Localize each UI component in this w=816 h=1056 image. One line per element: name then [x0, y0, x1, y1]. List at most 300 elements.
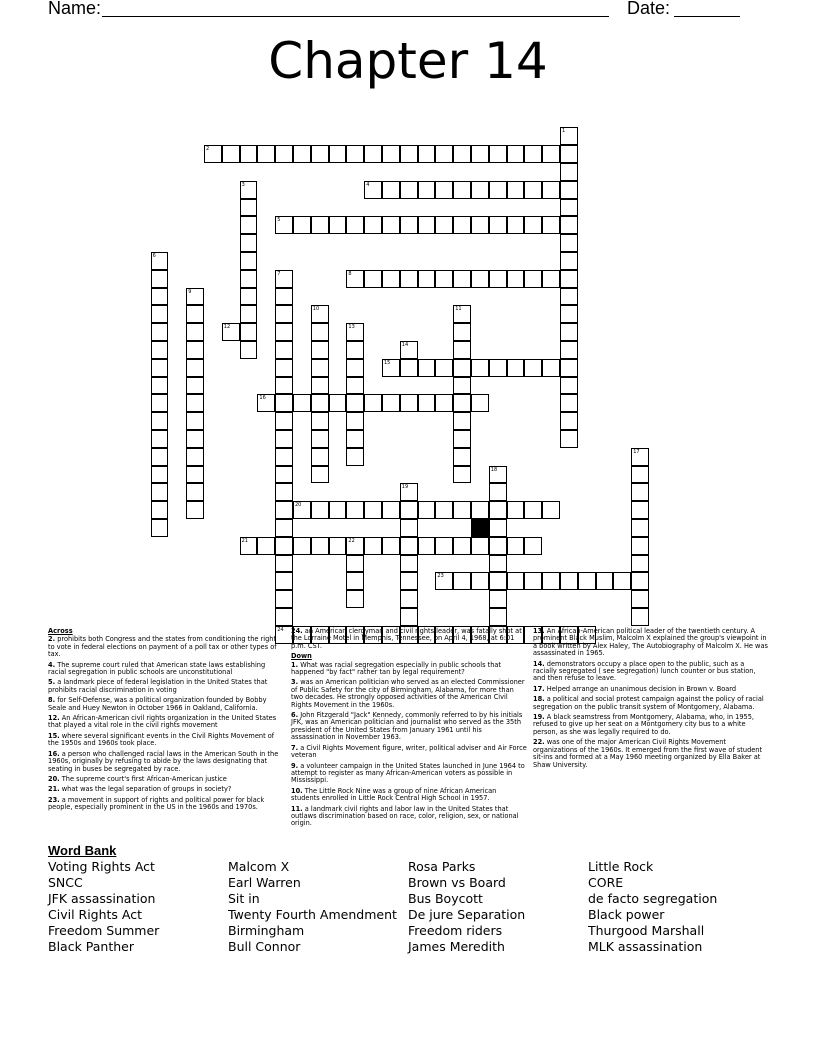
grid-cell[interactable]	[400, 590, 418, 608]
grid-cell[interactable]	[471, 572, 489, 590]
grid-cell[interactable]	[186, 305, 204, 323]
across-heading: Across	[48, 627, 73, 635]
grid-cell[interactable]	[240, 145, 258, 163]
word-bank-item: CORE	[588, 875, 624, 890]
word-bank-item: Bus Boycott	[408, 891, 483, 906]
grid-cell[interactable]	[151, 341, 169, 359]
grid-cell[interactable]	[346, 359, 364, 377]
grid-cell[interactable]	[489, 181, 507, 199]
grid-cell[interactable]	[151, 377, 169, 395]
grid-cell[interactable]	[560, 430, 578, 448]
grid-cell[interactable]	[293, 501, 311, 519]
clue-number: 18.	[533, 695, 545, 704]
grid-cell[interactable]	[453, 145, 471, 163]
grid-cell[interactable]	[275, 519, 293, 537]
grid-cell[interactable]	[435, 572, 453, 590]
cell-number: 12	[223, 324, 231, 331]
grid-cell[interactable]	[275, 466, 293, 484]
grid-cell[interactable]	[151, 430, 169, 448]
grid-cell[interactable]	[435, 181, 453, 199]
grid-cell[interactable]	[222, 145, 240, 163]
grid-cell[interactable]	[524, 501, 542, 519]
grid-cell[interactable]	[453, 270, 471, 288]
grid-cell[interactable]	[507, 501, 525, 519]
clue-text: An African-American political leader of the twentieth century. A prominent Black Muslim, Malcolm X explained the group's viewpoint in a book written by Alex Haley, The Autobiography of Malcolm X. He was assassinated in 1965.	[533, 627, 768, 658]
grid-cell[interactable]	[275, 555, 293, 573]
grid-cell[interactable]	[453, 412, 471, 430]
clue-text: An African-American civil rights organization in the United States that played a vital role in the civil rights movement	[48, 714, 277, 730]
grid-cell[interactable]	[346, 323, 364, 341]
grid-cell[interactable]	[507, 572, 525, 590]
grid-cell[interactable]	[542, 572, 560, 590]
grid-cell[interactable]	[311, 323, 329, 341]
grid-cell[interactable]	[275, 394, 293, 412]
word-bank-item: Freedom Summer	[48, 923, 160, 938]
grid-cell[interactable]	[275, 448, 293, 466]
clue-text: a political and social protest campaign against the policy of racial segregation on the public transit system of Montgomery, Alabama.	[533, 695, 764, 711]
grid-cell[interactable]	[151, 519, 169, 537]
grid-cell[interactable]	[275, 430, 293, 448]
grid-cell[interactable]	[418, 501, 436, 519]
grid-cell[interactable]	[453, 572, 471, 590]
grid-cell[interactable]	[400, 341, 418, 359]
grid-cell[interactable]	[542, 501, 560, 519]
grid-cell[interactable]	[418, 145, 436, 163]
grid-cell[interactable]	[346, 501, 364, 519]
clue-text: A black seamstress from Montgomery, Alabama, who, in 1955, refused to give up her seat on a Montgomery city bus to a white person, as she was legally required to do.	[533, 713, 755, 736]
grid-cell[interactable]	[507, 216, 525, 234]
grid-cell[interactable]	[489, 590, 507, 608]
grid-cell[interactable]	[560, 199, 578, 217]
cell-number: 20	[295, 502, 302, 509]
grid-cell[interactable]	[240, 537, 258, 555]
grid-cell[interactable]	[151, 323, 169, 341]
grid-cell[interactable]	[346, 216, 364, 234]
grid-cell[interactable]	[400, 216, 418, 234]
grid-cell[interactable]	[418, 537, 436, 555]
grid-cell[interactable]	[400, 359, 418, 377]
grid-cell[interactable]	[346, 270, 364, 288]
grid-cell[interactable]	[186, 430, 204, 448]
grid-cell[interactable]	[560, 270, 578, 288]
clue-number: 15.	[48, 731, 60, 740]
grid-cell[interactable]	[151, 305, 169, 323]
grid-cell[interactable]	[329, 145, 347, 163]
grid-cell[interactable]	[400, 145, 418, 163]
grid-cell[interactable]	[293, 394, 311, 412]
grid-cell[interactable]	[400, 537, 418, 555]
grid-cell[interactable]	[275, 216, 293, 234]
cell-number: 13	[348, 324, 355, 331]
clue-item	[48, 797, 284, 812]
grid-cell[interactable]	[560, 341, 578, 359]
grid-cell[interactable]	[240, 181, 258, 199]
grid-cell[interactable]	[382, 181, 400, 199]
grid-cell[interactable]	[275, 608, 293, 626]
grid-cell[interactable]	[631, 608, 649, 626]
grid-cell[interactable]	[151, 270, 169, 288]
grid-cell[interactable]	[400, 483, 418, 501]
grid-cell[interactable]	[435, 270, 453, 288]
grid-cell[interactable]	[471, 270, 489, 288]
grid-cell[interactable]	[275, 359, 293, 377]
grid-cell[interactable]	[311, 448, 329, 466]
grid-cell[interactable]	[418, 216, 436, 234]
grid-cell[interactable]	[382, 394, 400, 412]
grid-cell[interactable]	[364, 216, 382, 234]
grid-cell[interactable]	[400, 181, 418, 199]
word-bank-item: Malcom X	[228, 859, 290, 874]
grid-cell[interactable]	[631, 466, 649, 484]
grid-cell[interactable]	[151, 252, 169, 270]
grid-cell[interactable]	[311, 394, 329, 412]
grid-cell[interactable]	[435, 359, 453, 377]
grid-cell[interactable]	[275, 323, 293, 341]
grid-cell[interactable]	[346, 145, 364, 163]
grid-cell[interactable]	[240, 288, 258, 306]
grid-cell[interactable]	[186, 288, 204, 306]
grid-cell[interactable]	[631, 537, 649, 555]
grid-cell[interactable]	[311, 305, 329, 323]
grid-cell[interactable]	[560, 163, 578, 181]
grid-cell[interactable]	[631, 501, 649, 519]
grid-cell[interactable]	[453, 377, 471, 395]
grid-cell[interactable]	[186, 323, 204, 341]
grid-cell[interactable]	[186, 448, 204, 466]
grid-cell[interactable]	[453, 448, 471, 466]
grid-cell[interactable]	[471, 216, 489, 234]
grid-cell[interactable]	[578, 572, 596, 590]
grid-cell[interactable]	[346, 394, 364, 412]
grid-cell[interactable]	[346, 412, 364, 430]
grid-cell[interactable]	[524, 359, 542, 377]
grid-cell[interactable]	[329, 537, 347, 555]
grid-cell[interactable]	[151, 483, 169, 501]
cell-number: 21	[241, 537, 248, 544]
grid-cell[interactable]	[560, 305, 578, 323]
word-bank-column-3	[408, 859, 525, 955]
grid-cell[interactable]	[631, 572, 649, 590]
grid-cell[interactable]	[151, 288, 169, 306]
grid-cell[interactable]	[364, 145, 382, 163]
clue-item	[48, 636, 284, 658]
grid-cell[interactable]	[329, 394, 347, 412]
grid-cell[interactable]	[186, 483, 204, 501]
grid-cell[interactable]	[631, 448, 649, 466]
grid-cell[interactable]	[275, 305, 293, 323]
cell-number: 2	[206, 146, 210, 153]
grid-cell[interactable]	[275, 288, 293, 306]
grid-cell[interactable]	[453, 216, 471, 234]
grid-cell[interactable]	[275, 377, 293, 395]
grid-cell[interactable]	[631, 519, 649, 537]
grid-cell[interactable]	[240, 234, 258, 252]
grid-cell[interactable]	[453, 341, 471, 359]
grid-cell[interactable]	[524, 270, 542, 288]
grid-cell[interactable]	[311, 145, 329, 163]
grid-cell[interactable]	[275, 590, 293, 608]
grid-cell[interactable]	[524, 181, 542, 199]
grid-cell[interactable]	[560, 252, 578, 270]
grid-cell[interactable]	[151, 359, 169, 377]
grid-cell[interactable]	[524, 145, 542, 163]
grid-cell[interactable]	[346, 590, 364, 608]
grid-cell[interactable]	[489, 270, 507, 288]
clue-item	[533, 739, 769, 769]
grid-cell[interactable]	[453, 305, 471, 323]
clue-item	[48, 679, 284, 694]
grid-cell[interactable]	[346, 555, 364, 573]
word-bank-title: Word Bank	[48, 843, 117, 858]
grid-cell[interactable]	[186, 377, 204, 395]
grid-cell[interactable]	[382, 270, 400, 288]
grid-cell[interactable]	[204, 145, 222, 163]
grid-cell[interactable]	[346, 341, 364, 359]
grid-cell[interactable]	[346, 448, 364, 466]
clue-item	[291, 763, 527, 785]
grid-cell[interactable]	[542, 270, 560, 288]
clue-number: 21.	[48, 785, 60, 794]
grid-cell[interactable]	[382, 537, 400, 555]
grid-cell[interactable]	[186, 394, 204, 412]
cell-number: 24	[277, 626, 284, 633]
grid-cell[interactable]	[489, 483, 507, 501]
grid-cell[interactable]	[560, 323, 578, 341]
grid-cell[interactable]	[240, 341, 258, 359]
grid-cell[interactable]	[311, 377, 329, 395]
grid-cell[interactable]	[186, 466, 204, 484]
grid-cell[interactable]	[489, 537, 507, 555]
grid-cell[interactable]	[489, 216, 507, 234]
grid-cell[interactable]	[400, 270, 418, 288]
grid-cell[interactable]	[186, 412, 204, 430]
grid-cell[interactable]	[542, 216, 560, 234]
clue-number: 9.	[291, 761, 299, 770]
grid-cell[interactable]	[400, 572, 418, 590]
grid-cell[interactable]	[364, 270, 382, 288]
grid-cell[interactable]	[364, 537, 382, 555]
grid-cell[interactable]	[346, 430, 364, 448]
grid-cell[interactable]	[293, 537, 311, 555]
grid-cell[interactable]	[631, 590, 649, 608]
grid-cell[interactable]	[400, 555, 418, 573]
grid-cell[interactable]	[435, 216, 453, 234]
grid-cell[interactable]	[596, 572, 614, 590]
grid-cell[interactable]	[453, 394, 471, 412]
cell-number: 18	[490, 466, 498, 473]
grid-cell[interactable]	[311, 466, 329, 484]
grid-cell[interactable]	[275, 483, 293, 501]
clue-number: 17.	[533, 684, 545, 693]
grid-cell[interactable]	[240, 199, 258, 217]
grid-cell[interactable]	[382, 216, 400, 234]
grid-cell[interactable]	[542, 145, 560, 163]
grid-cell[interactable]	[435, 501, 453, 519]
clue-text: The Little Rock Nine was a group of nine African American students enrolled in Little Rock Central High School in 1957.	[291, 786, 497, 803]
grid-cell[interactable]	[257, 394, 275, 412]
grid-cell[interactable]	[560, 359, 578, 377]
grid-cell[interactable]	[346, 377, 364, 395]
grid-cell[interactable]	[560, 234, 578, 252]
grid-cell[interactable]	[507, 359, 525, 377]
grid-cell[interactable]	[275, 341, 293, 359]
grid-cell[interactable]	[560, 394, 578, 412]
grid-cell[interactable]	[151, 412, 169, 430]
grid-cell[interactable]	[346, 572, 364, 590]
grid-cell[interactable]	[471, 145, 489, 163]
grid-cell[interactable]	[471, 394, 489, 412]
clue-item	[291, 712, 527, 742]
grid-cell[interactable]	[400, 394, 418, 412]
grid-cell[interactable]	[453, 537, 471, 555]
grid-cell[interactable]	[240, 270, 258, 288]
grid-cell[interactable]	[240, 252, 258, 270]
grid-cell[interactable]	[275, 145, 293, 163]
grid-cell[interactable]	[507, 537, 525, 555]
word-bank-item: De jure Separation	[408, 907, 526, 922]
grid-cell[interactable]	[453, 466, 471, 484]
grid-cell[interactable]	[560, 145, 578, 163]
grid-cell[interactable]	[489, 608, 507, 626]
grid-cell[interactable]	[613, 572, 631, 590]
grid-cell[interactable]	[453, 181, 471, 199]
grid-cell[interactable]	[542, 181, 560, 199]
clue-item	[533, 628, 769, 658]
grid-cell[interactable]	[222, 323, 240, 341]
grid-cell[interactable]	[435, 537, 453, 555]
grid-cell[interactable]	[275, 537, 293, 555]
word-bank-item: Rosa Parks	[408, 859, 476, 874]
grid-cell[interactable]	[275, 270, 293, 288]
grid-cell[interactable]	[311, 430, 329, 448]
grid-cell[interactable]	[275, 501, 293, 519]
grid-cell[interactable]	[329, 501, 347, 519]
grid-cell[interactable]	[311, 537, 329, 555]
cell-number: 5	[277, 217, 281, 224]
grid-cell[interactable]	[453, 323, 471, 341]
grid-cell[interactable]	[186, 341, 204, 359]
grid-cell[interactable]	[382, 359, 400, 377]
grid-cell[interactable]	[489, 519, 507, 537]
grid-cell[interactable]	[489, 501, 507, 519]
grid-cell[interactable]	[471, 181, 489, 199]
grid-cell[interactable]	[311, 341, 329, 359]
grid-cell[interactable]	[560, 181, 578, 199]
grid-cell[interactable]	[418, 394, 436, 412]
grid-cell[interactable]	[560, 288, 578, 306]
grid-cell[interactable]	[560, 216, 578, 234]
clue-number: 19.	[533, 713, 545, 722]
cell-number: 8	[348, 270, 352, 277]
grid-cell[interactable]	[400, 501, 418, 519]
grid-cell[interactable]	[257, 537, 275, 555]
grid-cell[interactable]	[507, 145, 525, 163]
grid-cell[interactable]	[240, 305, 258, 323]
grid-cell[interactable]	[453, 501, 471, 519]
grid-cell[interactable]	[435, 145, 453, 163]
grid-cell[interactable]	[453, 430, 471, 448]
grid-cell[interactable]	[400, 519, 418, 537]
grid-cell[interactable]	[240, 216, 258, 234]
grid-cell[interactable]	[311, 501, 329, 519]
grid-cell[interactable]	[293, 216, 311, 234]
clue-item	[48, 751, 284, 773]
clue-number: 12.	[48, 714, 60, 723]
word-bank-column-1	[48, 859, 159, 955]
grid-cell[interactable]	[471, 537, 489, 555]
grid-cell[interactable]	[507, 270, 525, 288]
grid-cell[interactable]	[418, 359, 436, 377]
grid-cell[interactable]	[240, 323, 258, 341]
grid-cell[interactable]	[382, 145, 400, 163]
grid-cell[interactable]	[524, 572, 542, 590]
word-bank-item: Sit in	[228, 891, 260, 906]
grid-cell[interactable]	[346, 537, 364, 555]
grid-cell[interactable]	[329, 216, 347, 234]
grid-cell[interactable]	[631, 555, 649, 573]
clue-item	[291, 628, 527, 650]
grid-cell[interactable]	[311, 412, 329, 430]
grid-cell[interactable]	[471, 501, 489, 519]
grid-cell[interactable]	[364, 394, 382, 412]
grid-cell[interactable]	[364, 501, 382, 519]
word-bank-item: Freedom riders	[408, 923, 503, 938]
grid-cell[interactable]	[507, 181, 525, 199]
grid-cell[interactable]	[471, 359, 489, 377]
grid-cell[interactable]	[275, 572, 293, 590]
grid-cell[interactable]	[524, 537, 542, 555]
clue-text: prohibits both Congress and the states from conditioning the right to vote in federal elections on payment of a poll tax or other types of tax.	[48, 635, 277, 659]
grid-cell[interactable]	[560, 377, 578, 395]
cell-number: 16	[259, 395, 266, 402]
grid-cell[interactable]	[257, 145, 275, 163]
grid-cell[interactable]	[186, 359, 204, 377]
grid-cell[interactable]	[489, 145, 507, 163]
grid-cell[interactable]	[311, 359, 329, 377]
grid-cell[interactable]	[382, 501, 400, 519]
clue-text: a landmark civil rights and labor law in the United States that outlaws discrimination based on race, color, religion, sex, or national origin.	[291, 804, 519, 828]
grid-cell[interactable]	[560, 127, 578, 145]
clue-item	[48, 786, 284, 793]
grid-cell[interactable]	[542, 359, 560, 377]
grid-cell[interactable]	[560, 572, 578, 590]
grid-cell[interactable]	[435, 394, 453, 412]
grid-cell[interactable]	[489, 359, 507, 377]
word-bank-item: de facto segregation	[588, 891, 718, 906]
grid-cell[interactable]	[151, 466, 169, 484]
grid-cell[interactable]	[418, 181, 436, 199]
grid-cell[interactable]	[364, 181, 382, 199]
grid-cell[interactable]	[151, 448, 169, 466]
grid-cell[interactable]	[293, 145, 311, 163]
grid-cell[interactable]	[453, 359, 471, 377]
grid-cell[interactable]	[560, 412, 578, 430]
grid-cell[interactable]	[186, 501, 204, 519]
grid-cell[interactable]	[151, 394, 169, 412]
grid-cell[interactable]	[151, 501, 169, 519]
grid-cell[interactable]	[524, 216, 542, 234]
grid-cell[interactable]	[489, 555, 507, 573]
grid-cell[interactable]	[418, 270, 436, 288]
clue-number: 1.	[291, 660, 299, 669]
clue-number: 7.	[291, 743, 299, 752]
grid-cell[interactable]	[631, 483, 649, 501]
grid-cell[interactable]	[489, 572, 507, 590]
grid-cell[interactable]	[400, 608, 418, 626]
grid-cell[interactable]	[311, 216, 329, 234]
grid-cell[interactable]	[489, 466, 507, 484]
grid-cell[interactable]	[275, 412, 293, 430]
